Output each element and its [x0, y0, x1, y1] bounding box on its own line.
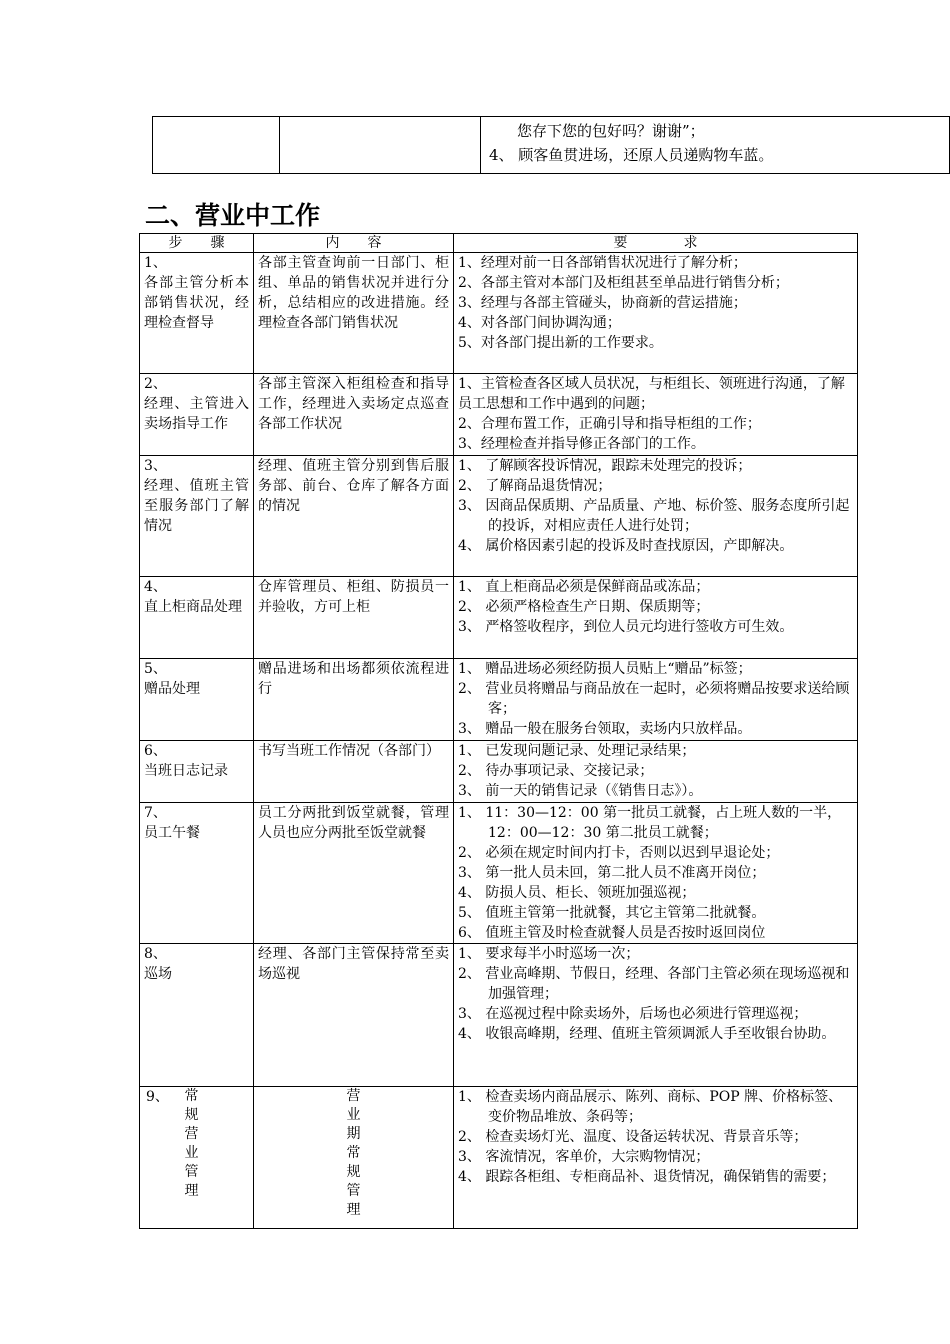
requirement-item: 1、 11：30—12：00 第一批员工就餐，占上班人数的一半，12：00—12：30 第二批员工就餐；: [458, 805, 842, 841]
top-cell-content: [280, 117, 481, 174]
step-cell: [140, 659, 254, 741]
content-text: 经理、值班主管分别到售后服务部、前台、仓库了解各方面的情况: [258, 458, 449, 514]
requirement-item: 3、 在巡视过程中除卖场外，后场也必须进行管理巡视；: [458, 1006, 808, 1022]
requirement-item: 2、 检查卖场灯光、温度、设备运转状况、背景音乐等；: [458, 1129, 808, 1145]
step-name-char: 营: [184, 1126, 199, 1142]
step-number: 6、: [144, 743, 167, 759]
requirement-item: 4、 跟踪各柜组、专柜商品补、退货情况，确保销售的需要；: [458, 1169, 836, 1185]
section-title: 二、营业中工作: [145, 201, 321, 230]
step-cell: [140, 374, 254, 456]
requirement-item: 4、 防损人员、柜长、领班加强巡视；: [458, 885, 696, 901]
content-text: 仓库管理员、柜组、防损员一并验收，方可上柜: [258, 579, 449, 615]
requirement-item: 4、对各部门间协调沟通；: [458, 315, 621, 331]
requirement-line: 您存下您的包好吗？谢谢”；: [517, 122, 705, 140]
requirement-item: 3、 因商品保质期、产品质量、产地、标价签、服务态度所引起的投诉，对相应责任人进行处罚；: [458, 498, 850, 534]
requirements-cell: [454, 944, 858, 1087]
step-name-char: 理: [184, 1183, 199, 1199]
table-row: [140, 803, 858, 944]
requirement-item: 4、 属价格因素引起的投诉及时查找原因，产即解决。: [458, 538, 794, 554]
step-name-char: 规: [184, 1107, 199, 1123]
header-step: 步 骤: [140, 234, 254, 253]
content-text: 书写当班工作情况（各部门）: [258, 743, 440, 759]
step-number: 4、: [144, 579, 167, 595]
step-name: 赠品处理: [144, 681, 200, 697]
requirement-item: 5、 值班主管第一批就餐，其它主管第二批就餐。: [458, 905, 766, 921]
requirements-list: [458, 803, 853, 943]
step-name-char: 管: [184, 1164, 199, 1180]
requirements-cell: [454, 659, 858, 741]
table-row: [140, 456, 858, 577]
requirement-item: 4、 收银高峰期，经理、值班主管须调派人手至收银台协助。: [458, 1026, 836, 1042]
requirement-item: 3、经理与各部主管碰头，协商新的营运措施；: [458, 295, 747, 311]
step-name: 经理、值班主管至服务部门了解情况: [144, 478, 249, 534]
content-cell: [254, 456, 454, 577]
requirement-item: 1、 要求每半小时巡场一次；: [458, 946, 640, 962]
step-cell: [140, 456, 254, 577]
requirements-list: [458, 1087, 853, 1187]
step-number: 8、: [144, 946, 167, 962]
step-number: 5、: [144, 661, 167, 677]
content-cell: [254, 659, 454, 741]
requirement-item: 3、 客流情况，客单价，大宗购物情况；: [458, 1149, 710, 1165]
table-row: [153, 117, 950, 174]
content-cell: [254, 1087, 454, 1229]
content-char: 业: [346, 1107, 361, 1123]
requirement-item: 2、 营业员将赠品与商品放在一起时，必须将赠品按要求送给顾客；: [458, 681, 850, 717]
requirements-cell: [454, 577, 858, 659]
requirement-item: 3、经理检查并指导修正各部门的工作。: [458, 436, 705, 452]
requirement-item: 2、 待办事项记录、交接记录；: [458, 763, 654, 779]
requirement-item: 2、 必须在规定时间内打卡，否则以迟到早退论处；: [458, 845, 780, 861]
step-cell: [140, 577, 254, 659]
requirement-line: 4、 顾客鱼贯进场，还原人员递购物车蓝。: [489, 146, 774, 164]
content-text: 各部主管查询前一日部门、柜组、单品的销售状况并进行分析，总结相应的改进措施。经理检查各部门销售状况: [258, 255, 449, 331]
requirement-item: 1、 赠品进场必须经防损人员贴上“赠品”标签；: [458, 661, 752, 677]
business-hours-table: [139, 233, 858, 1229]
header-content: 内 容: [254, 234, 454, 253]
content-text: 各部主管深入柜组检查和指导工作，经理进入卖场定点巡查各部工作状况: [258, 376, 449, 432]
step-number: 7、: [144, 805, 167, 821]
content-text: 员工分两批到饭堂就餐，管理人员也应分两批至饭堂就餐: [258, 805, 449, 841]
content-cell: [254, 944, 454, 1087]
content-cell: [254, 253, 454, 374]
requirement-item: 1、经理对前一日各部销售状况进行了解分析；: [458, 255, 747, 271]
step-cell: [140, 944, 254, 1087]
requirement-item: 2、 必须严格检查生产日期、保质期等；: [458, 599, 710, 615]
requirement-item: 3、 前一天的销售记录（《销售日志》）。: [458, 783, 703, 799]
header-row: [140, 234, 858, 253]
top-cell-step: [153, 117, 280, 174]
requirements-cell: [454, 253, 858, 374]
requirement-item: 6、 值班主管及时检查就餐人员是否按时返回岗位: [458, 925, 766, 941]
requirements-list: [458, 659, 853, 739]
step-cell: [140, 803, 254, 944]
header-requirements: 要 求: [454, 234, 858, 253]
requirements-cell: [454, 374, 858, 456]
step-name: 直上柜商品处理: [144, 599, 242, 615]
content-char: 理: [346, 1202, 361, 1218]
table-row: [140, 741, 858, 803]
requirement-item: 1、 直上柜商品必须是保鲜商品或冻品；: [458, 579, 710, 595]
step-name: 当班日志记录: [144, 763, 228, 779]
content-char: 管: [346, 1183, 361, 1199]
content-char: 常: [346, 1145, 361, 1161]
table-row: [140, 944, 858, 1087]
table-row: [140, 253, 858, 374]
requirements-cell: [454, 1087, 858, 1229]
requirements-cell: [454, 803, 858, 944]
top-continuation-table: [152, 116, 950, 174]
step-cell: [140, 253, 254, 374]
step-name: 经理、主管进入卖场指导工作: [144, 396, 249, 432]
table-row: [140, 577, 858, 659]
requirements-cell: [454, 456, 858, 577]
content-vertical: [258, 1087, 449, 1220]
content-char: 规: [346, 1164, 361, 1180]
requirements-list: [458, 374, 853, 454]
requirements-cell: [454, 741, 858, 803]
table-row: [140, 659, 858, 741]
requirements-list: [458, 253, 853, 353]
step-number: 2、: [144, 376, 167, 392]
content-cell: [254, 577, 454, 659]
top-cell-requirements: [481, 117, 950, 174]
requirement-item: 2、 了解商品退货情况；: [458, 478, 612, 494]
step-name: 各部主管分析本部销售状况，经理检查督导: [144, 275, 249, 331]
requirements-list: [458, 944, 853, 1044]
step-cell: [140, 1087, 254, 1229]
requirement-item: 5、对各部门提出新的工作要求。: [458, 335, 663, 351]
content-text: 经理、各部门主管保持常至卖场巡视: [258, 946, 449, 982]
step-number: 3、: [144, 458, 167, 474]
content-text: 赠品进场和出场都须依流程进行: [258, 661, 449, 697]
content-cell: [254, 741, 454, 803]
requirement-item: 3、 第一批人员未回，第二批人员不准离开岗位；: [458, 865, 766, 881]
step-number: 9、: [146, 1089, 169, 1105]
step-name: 员工午餐: [144, 825, 200, 841]
requirement-item: 1、 检查卖场内商品展示、陈列、商标、POP 牌、价格标签、变价物品堆放、条码等；: [458, 1089, 843, 1125]
step-name: 巡场: [144, 966, 172, 982]
requirement-item: 3、 严格签收程序，到位人员元均进行签收方可生效。: [458, 619, 794, 635]
requirement-item: 1、主管检查各区域人员状况，与柜组长、领班进行沟通，了解员工思想和工作中遇到的问题；: [458, 376, 845, 412]
requirement-item: 2、合理布置工作，正确引导和指导柜组的工作；: [458, 416, 761, 432]
table-row: [140, 374, 858, 456]
requirements-list: [458, 456, 853, 556]
content-char: 营: [346, 1088, 361, 1104]
step-name-char: 业: [184, 1145, 199, 1161]
requirements-list: [458, 741, 853, 801]
requirement-item: 2、 营业高峰期、节假日，经理、各部门主管必须在现场巡视和加强管理；: [458, 966, 850, 1002]
requirements-list: [458, 577, 853, 637]
step-cell: [140, 741, 254, 803]
content-char: 期: [346, 1126, 361, 1142]
content-cell: [254, 803, 454, 944]
table-row: [140, 1087, 858, 1229]
requirement-item: 2、各部主管对本部门及柜组甚至单品进行销售分析；: [458, 275, 789, 291]
step-name-char: 常: [184, 1088, 199, 1104]
step-number: 1、: [144, 255, 167, 271]
requirement-item: 1、 已发现问题记录、处理记录结果；: [458, 743, 696, 759]
content-cell: [254, 374, 454, 456]
requirement-item: 1、 了解顾客投诉情况，跟踪未处理完的投诉；: [458, 458, 752, 474]
requirement-item: 3、 赠品一般在服务台领取，卖场内只放样品。: [458, 721, 752, 737]
